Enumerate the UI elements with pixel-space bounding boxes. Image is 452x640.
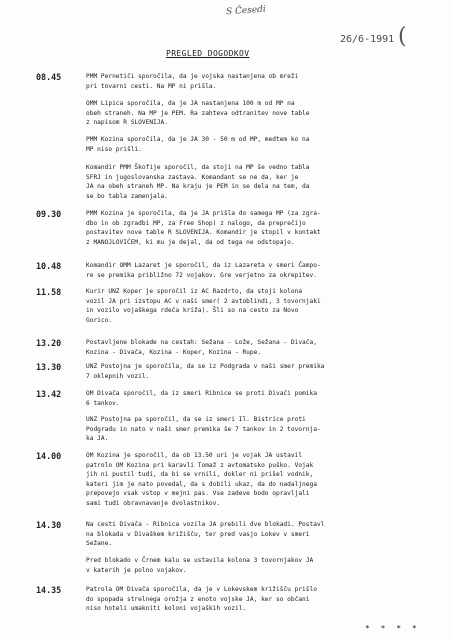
entry-time: 13.42 (36, 389, 62, 399)
entry-paragraph: Kurir UNZ Koper je sporočil iz AC Razdrto, da stoji kolona vozil JA pri izstopu AC v naši smer( 2 avtoblindi, 3 tovornjaki in vozilo vojaškega rdeča križa). Šli so na cesto za Novo Gorico. (86, 288, 321, 324)
entry-time: 10.48 (36, 261, 62, 271)
entry-time: 11.58 (36, 287, 62, 297)
entry-paragraph: PMM Kozina je sporočila, da je JA prišla do samega MP (za zgra- dbo in ob zgradbi MP, za Free Shop) z nalogo, da preprečijo postavitev nove table R SLOVENIJA. Komandir je stopil v kontakt z MANOJLOVIĆEM, ki mu je dejal, da od tega ne odstopajo. (86, 210, 321, 246)
handwritten-bracket: ( (398, 24, 407, 49)
entry-paragraph: PMM Pernetiči sporočila, da je vojska nastanjena ob mreži pri tovarni cesti. Na MP ni prišla. (86, 73, 299, 90)
entry-paragraph: Patrola OM Divača sporočila, da je v Lokevskem križišču prišlo do spopada strelnega orožja z enoto vojske JA, ker so občani niso hoteli umakniti koloni vojaških vozil. (86, 586, 317, 613)
entry-time: 14.00 (36, 451, 62, 461)
entry-time: 13.20 (36, 338, 62, 348)
entry-paragraph: Komandir PMM Škofije sporočil, da stoji na MP še vedno tabla SFRJ in jugoslovanska zastava. Komandant se ne da, ker je JA na obeh straneh MP. Na kraju je PEM in se dela na tem, da se bo tabla zamenjala. (86, 164, 310, 200)
entry-paragraph: OM Divača sporočil, da iz smeri Ribnice se proti Divači pomika 6 tankov. (86, 390, 317, 407)
entry-time: 14.35 (36, 585, 62, 595)
entry-time: 13.30 (36, 362, 62, 372)
handwritten-note: S Česedi (225, 4, 267, 18)
entry-time: 08.45 (36, 72, 62, 82)
entry-time: 14.30 (36, 520, 62, 530)
entry-paragraph: OMM Lipica sporočila, da je JA nastanjena 100 m od MP na obeh straneh. Na MP je PEM. Ra zahteva odtranitev nove table z napisom R SLOVENIJA. (86, 100, 310, 127)
entry-time: 09.30 (36, 209, 62, 219)
entry-paragraph: Postavljene blokade na cestah: Sežana - Lože, Sežana - Divača, Kozina - Divača, Kozina - Koper, Kozina - Rupe. (86, 339, 317, 356)
document-title: PREGLED DOGODKOV (166, 49, 250, 58)
entry-paragraph: PMM Kozina sporočila, da je JA 30 - 50 m od MP, medtem ko na MP niso prišli. (86, 136, 310, 153)
entry-paragraph: Pred blokado v Črnem kalu se ustavila kolona 3 tovornjakov JA v katerih je polno vojakov. (86, 557, 314, 574)
entry-paragraph: OM Kozina je sporočil, da ob 13.50 uri je vojak JA ustavil patrolo OM Kozina pri karavli Tomaž z avtomatsko puško. Vojak jih ni pustil tudi, da bi se vrnili, dokler ni prišel vodnik, kateri jim je nato povedal, da s dobili ukaz, da do nadaljnega prepovejo vsak vstop v mejni pas. Vse zadeve bodo opravljali sami tudi obravnavanje dvolastnikov. (86, 452, 317, 507)
document-date: 26/6-1991 (340, 34, 395, 45)
entry-paragraph: Komandir OMM Lazaret je sporočil, da iz Lazareta v smeri Čampo- re se premika približno 72 vojakov. Gre verjetno za okrepitev. (86, 262, 321, 279)
footer-marks: * * * * (365, 624, 420, 633)
entry-paragraph: Na cesti Divača - Ribnica vozila JA prebili dve blokadi. Postavl na blokada v Divaškem križišču, ter pred vasjo Lokev v smeri Sežane. (86, 521, 325, 548)
entry-paragraph: UNZ Postojna pa sporočil, da se iz smeri Il. Bistrice proti Podgradu in nato v naši smer premika še 7 tankov in 2 tovornja- ka JA. (86, 416, 321, 443)
entry-paragraph: UNZ Postojna je sporočila, da se iz Podgrada v naši smer premika 7 oklepnih vozil. (86, 363, 325, 380)
